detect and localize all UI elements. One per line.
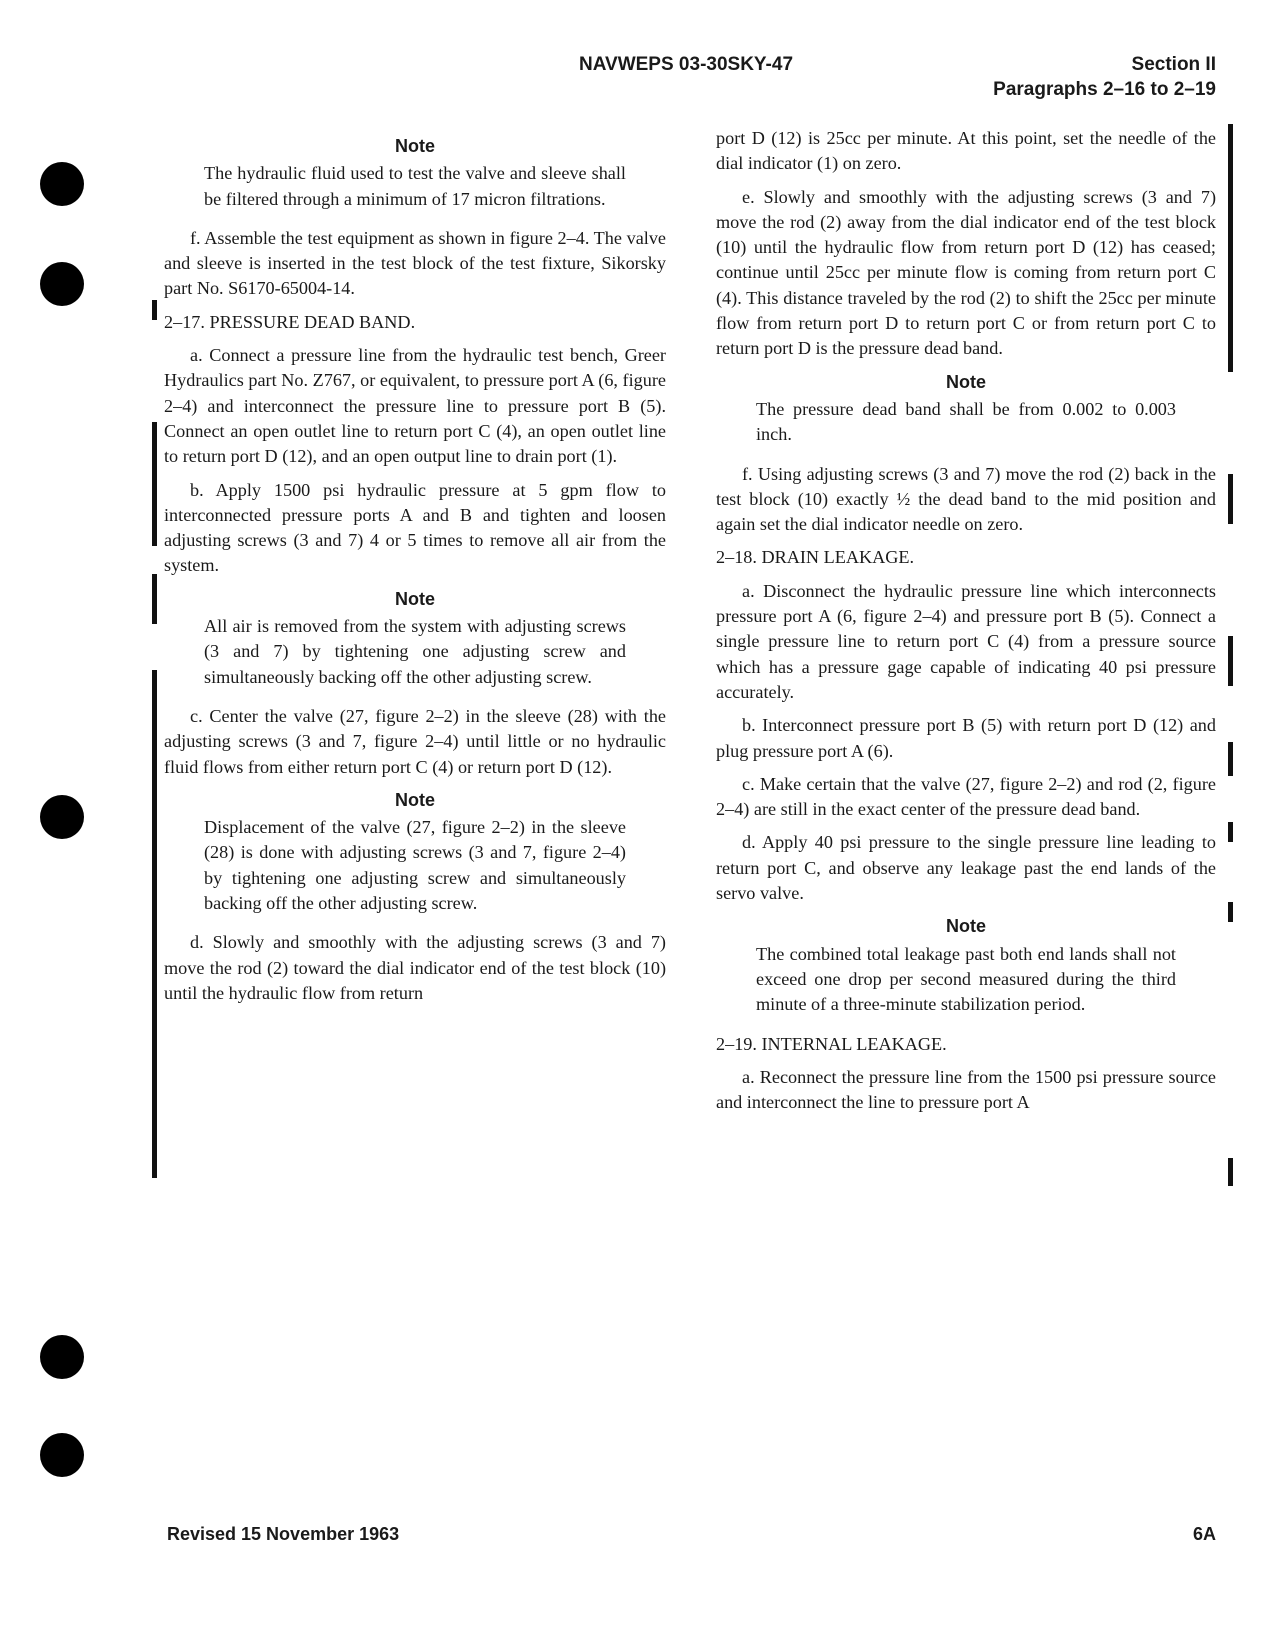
left-column <box>164 126 666 1014</box>
change-bar <box>1228 742 1233 776</box>
paragraph: a. Disconnect the hydraulic pressure line which interconnects pressure port A (6, figure 2–4) and pressure port B (5). Connect a single pressure line to return port C (4) from a pressure source which has a pressure gage capable of indicating 40 psi pressure accurately. <box>716 580 1216 702</box>
change-bar <box>152 300 157 320</box>
doc-number: NAVWEPS 03-30SKY-47 <box>579 54 794 75</box>
note-body: All air is removed from the system with adjusting screws (3 and 7) by tightening one adjusting screw and simultaneously backing off the other adjusting screw. <box>204 616 626 687</box>
paragraph-continued: port D (12) is 25cc per minute. At this point, set the needle of the dial indicator (1) on zero. <box>716 128 1216 174</box>
change-bar <box>1228 902 1233 922</box>
paragraph-range: Paragraphs 2–16 to 2–19 <box>993 79 1216 100</box>
paragraph: d. Slowly and smoothly with the adjusting screws (3 and 7) move the rod (2) toward the dial indicator end of the test block (10) until the hydraulic flow from return <box>164 932 666 1003</box>
binder-hole <box>40 795 84 839</box>
note-heading: Note <box>395 588 435 609</box>
paragraph: e. Slowly and smoothly with the adjusting screws (3 and 7) move the rod (2) away from the dial indicator end of the test block (10) until the hydraulic flow from return port D (12) has ceased; continue until 25cc per minute flow is coming from return port C (4). This distance traveled by the rod (2) to shift the 25cc per minute flow from return port D to return port C or from return port C to return port D is the pressure dead band. <box>716 186 1216 359</box>
paragraph: f. Using adjusting screws (3 and 7) move the rod (2) back in the test block (10) exactly ½ the dead band to the mid position and again set the dial indicator needle on zero. <box>716 463 1216 535</box>
binder-hole <box>40 162 84 206</box>
note-body: Displacement of the valve (27, figure 2–2) in the sleeve (28) is done with adjusting screws (3 and 7, figure 2–4) by tightening one adjusting screw and simultaneously backing off the other adjusting screw. <box>204 817 626 914</box>
right-column <box>716 126 1216 1123</box>
note-body: The combined total leakage past both end lands shall not exceed one drop per second measured during the third minute of a three-minute stabilization period. <box>756 943 1176 1015</box>
paragraph: a. Connect a pressure line from the hydraulic test bench, Greer Hydraulics part No. Z767, or equivalent, to pressure port A (6, figure 2–4) and interconnect the pressure line to pressure port B (5). Connect an open outlet line to return port C (4), an open outlet line to return port D (12), and an open output line to drain port (1). <box>164 345 666 467</box>
change-bar <box>1228 1158 1233 1186</box>
binder-hole <box>40 1433 84 1477</box>
note-heading: Note <box>395 136 435 156</box>
paragraph: c. Center the valve (27, figure 2–2) in the sleeve (28) with the adjusting screws (3 and 7, figure 2–4) until little or no hydraulic fluid flows from either return port C (4) or return port D (12). <box>164 705 666 777</box>
change-bar <box>1228 124 1233 372</box>
binder-hole <box>40 1335 84 1379</box>
paragraph: a. Reconnect the pressure line from the 1500 psi pressure source and interconnect the line to pressure port A <box>716 1066 1216 1113</box>
note-heading: Note <box>946 371 986 392</box>
change-bar <box>152 574 157 624</box>
section-heading: 2–19. INTERNAL LEAKAGE. <box>716 1033 947 1054</box>
paragraph: f. Assemble the test equipment as shown in figure 2–4. The valve and sleeve is inserted in the test block of the test fixture, Sikorsky part No. S6170-65004-14. <box>164 227 666 299</box>
section-label: Section II <box>1131 54 1216 75</box>
note-body: The pressure dead band shall be from 0.002 to 0.003 inch. <box>756 398 1176 445</box>
paragraph: b. Interconnect pressure port B (5) with return port D (12) and plug pressure port A (6). <box>716 715 1216 761</box>
section-heading: 2–17. PRESSURE DEAD BAND. <box>164 311 416 332</box>
change-bar <box>152 422 157 546</box>
paragraph: c. Make certain that the valve (27, figure 2–2) and rod (2, figure 2–4) are still in the exact center of the pressure dead band. <box>716 773 1216 820</box>
note-body: The hydraulic fluid used to test the valve and sleeve shall be filtered through a minimum of 17 micron filtrations. <box>204 163 626 209</box>
paragraph: d. Apply 40 psi pressure to the single pressure line leading to return port C, and observe any leakage past the end lands of the servo valve. <box>716 832 1216 904</box>
change-bar <box>1228 474 1233 524</box>
change-bar <box>152 670 157 1178</box>
note-heading: Note <box>395 789 435 810</box>
paragraph: b. Apply 1500 psi hydraulic pressure at 5 gpm flow to interconnected pressure ports A and B and tighten and loosen adjusting screws (3 and 7) 4 or 5 times to remove all air from the system. <box>164 479 666 576</box>
section-heading: 2–18. DRAIN LEAKAGE. <box>716 547 915 568</box>
binder-hole <box>40 262 84 306</box>
change-bar <box>1228 822 1233 842</box>
revision-date: Revised 15 November 1963 <box>167 1524 400 1544</box>
page-number: 6A <box>1192 1524 1216 1544</box>
change-bar <box>1228 636 1233 686</box>
note-heading: Note <box>946 916 986 937</box>
